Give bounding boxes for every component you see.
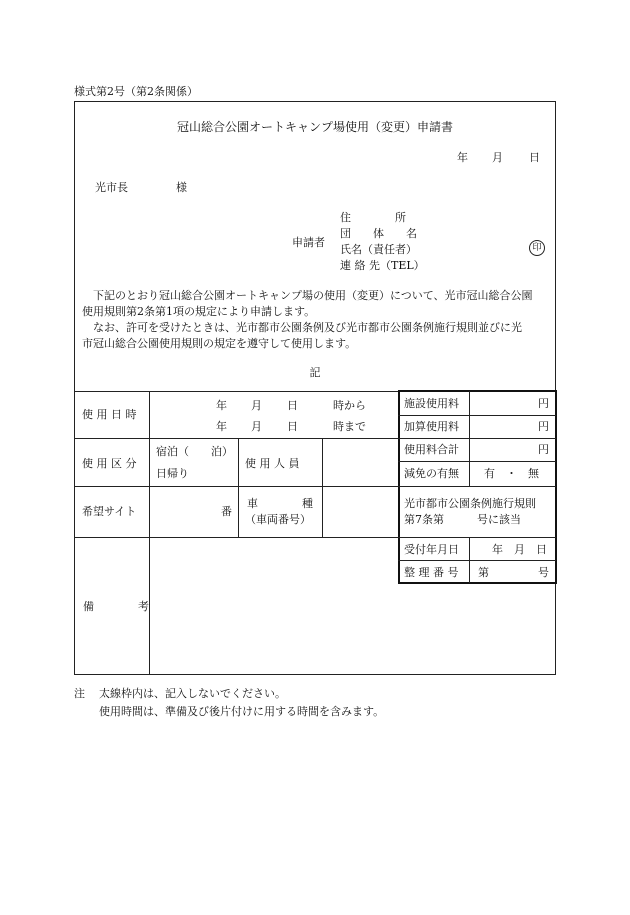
- remarks-label: 備 考: [83, 600, 149, 613]
- to-year: 年: [216, 420, 227, 433]
- body-para1-line1: 下記のとおり冠山総合公園オートキャンプ場の使用（変更）について、光市冠山総合公園: [93, 289, 533, 302]
- vehicle-label-2: （車両番号）: [245, 513, 311, 526]
- applicant-address: 住 所: [340, 211, 406, 224]
- ki-heading: 記: [309, 366, 321, 379]
- ref-no-prefix: 第: [478, 566, 489, 579]
- vehicle-label-1: 車 種: [247, 497, 313, 510]
- office-col-line-a: [469, 391, 470, 486]
- body-para2-line1: なお、許可を受けたときは、光市都市公園条例及び光市都市公園条例施行規則並びに光: [93, 321, 522, 334]
- site-unit: 番: [221, 505, 232, 518]
- applicant-name: 氏名（責任者）: [340, 243, 417, 256]
- applicant-contact: 連 絡 先（TEL）: [340, 259, 425, 272]
- label-column-line: [149, 391, 150, 675]
- from-day: 日: [287, 399, 298, 412]
- total-fee-label: 使用料合計: [404, 443, 459, 456]
- to-day: 日: [287, 420, 298, 433]
- from-year: 年: [216, 399, 227, 412]
- surcharge-label: 加算使用料: [404, 420, 459, 433]
- mid-column-line-b: [322, 438, 323, 537]
- form-number: 様式第2号（第2条関係）: [74, 85, 198, 98]
- usage-datetime-label: 使 用 日 時: [82, 408, 137, 421]
- exemption-label: 減免の有無: [404, 467, 459, 480]
- rule-line-1: 光市都市公園条例施行規則: [404, 497, 536, 510]
- note-mark: 注: [74, 687, 85, 700]
- body-para1-line2: 使用規則第2条第1項の規定により申請します。: [82, 305, 316, 318]
- office-line-6: [398, 560, 556, 561]
- received-date-value: 年 月 日: [492, 543, 547, 556]
- note-line-2: 使用時間は、準備及び後片付けに用する時間を含みます。: [99, 705, 385, 718]
- seal-mark: 印: [529, 240, 545, 256]
- addressee-honorific: 様: [176, 181, 187, 194]
- office-line-1: [398, 415, 556, 416]
- office-col-line-b: [469, 537, 470, 583]
- ref-no-suffix: 号: [538, 566, 549, 579]
- from-time: 時から: [333, 399, 366, 412]
- note-line-1: 太線枠内は、記入しないでください。: [99, 687, 286, 700]
- facility-fee-label: 施設使用料: [404, 397, 459, 410]
- body-para2-line2: 市冠山総合公園使用規則の規定を遵守して使用します。: [82, 337, 357, 350]
- site-label: 希望サイト: [82, 505, 137, 518]
- office-line-4: [398, 486, 556, 487]
- users-label: 使 用 人 員: [245, 457, 300, 470]
- row-line-2: [74, 486, 398, 487]
- office-line-5: [398, 537, 556, 538]
- applicant-group: 団 体 名: [340, 227, 417, 240]
- date-year: 年: [457, 151, 468, 164]
- applicant-label: 申請者: [292, 236, 325, 249]
- to-month: 月: [251, 420, 262, 433]
- addressee-name: 光市長: [95, 181, 128, 194]
- ref-no-label: 整 理 番 号: [404, 566, 459, 579]
- office-line-2: [398, 438, 556, 439]
- date-day: 日: [529, 151, 540, 164]
- exemption-value: 有 ・ 無: [484, 467, 539, 480]
- rule-line-2: 第7条第 号に該当: [404, 513, 521, 526]
- mid-column-line-a: [238, 438, 239, 537]
- office-line-3: [398, 461, 556, 462]
- total-fee-yen: 円: [538, 443, 549, 456]
- form-frame: [74, 101, 556, 675]
- day-trip-option[interactable]: 日帰り: [156, 467, 189, 480]
- surcharge-yen: 円: [538, 420, 549, 433]
- to-time: 時まで: [333, 420, 366, 433]
- date-month: 月: [492, 151, 503, 164]
- usage-category-label: 使 用 区 分: [82, 457, 137, 470]
- from-month: 月: [251, 399, 262, 412]
- form-title: 冠山総合公園オートキャンプ場使用（変更）申請書: [176, 120, 453, 134]
- stay-option[interactable]: 宿泊（ 泊）: [156, 445, 233, 458]
- row-line-1: [74, 438, 398, 439]
- row-line-3: [74, 537, 398, 538]
- received-date-label: 受付年月日: [404, 543, 459, 556]
- facility-fee-yen: 円: [538, 397, 549, 410]
